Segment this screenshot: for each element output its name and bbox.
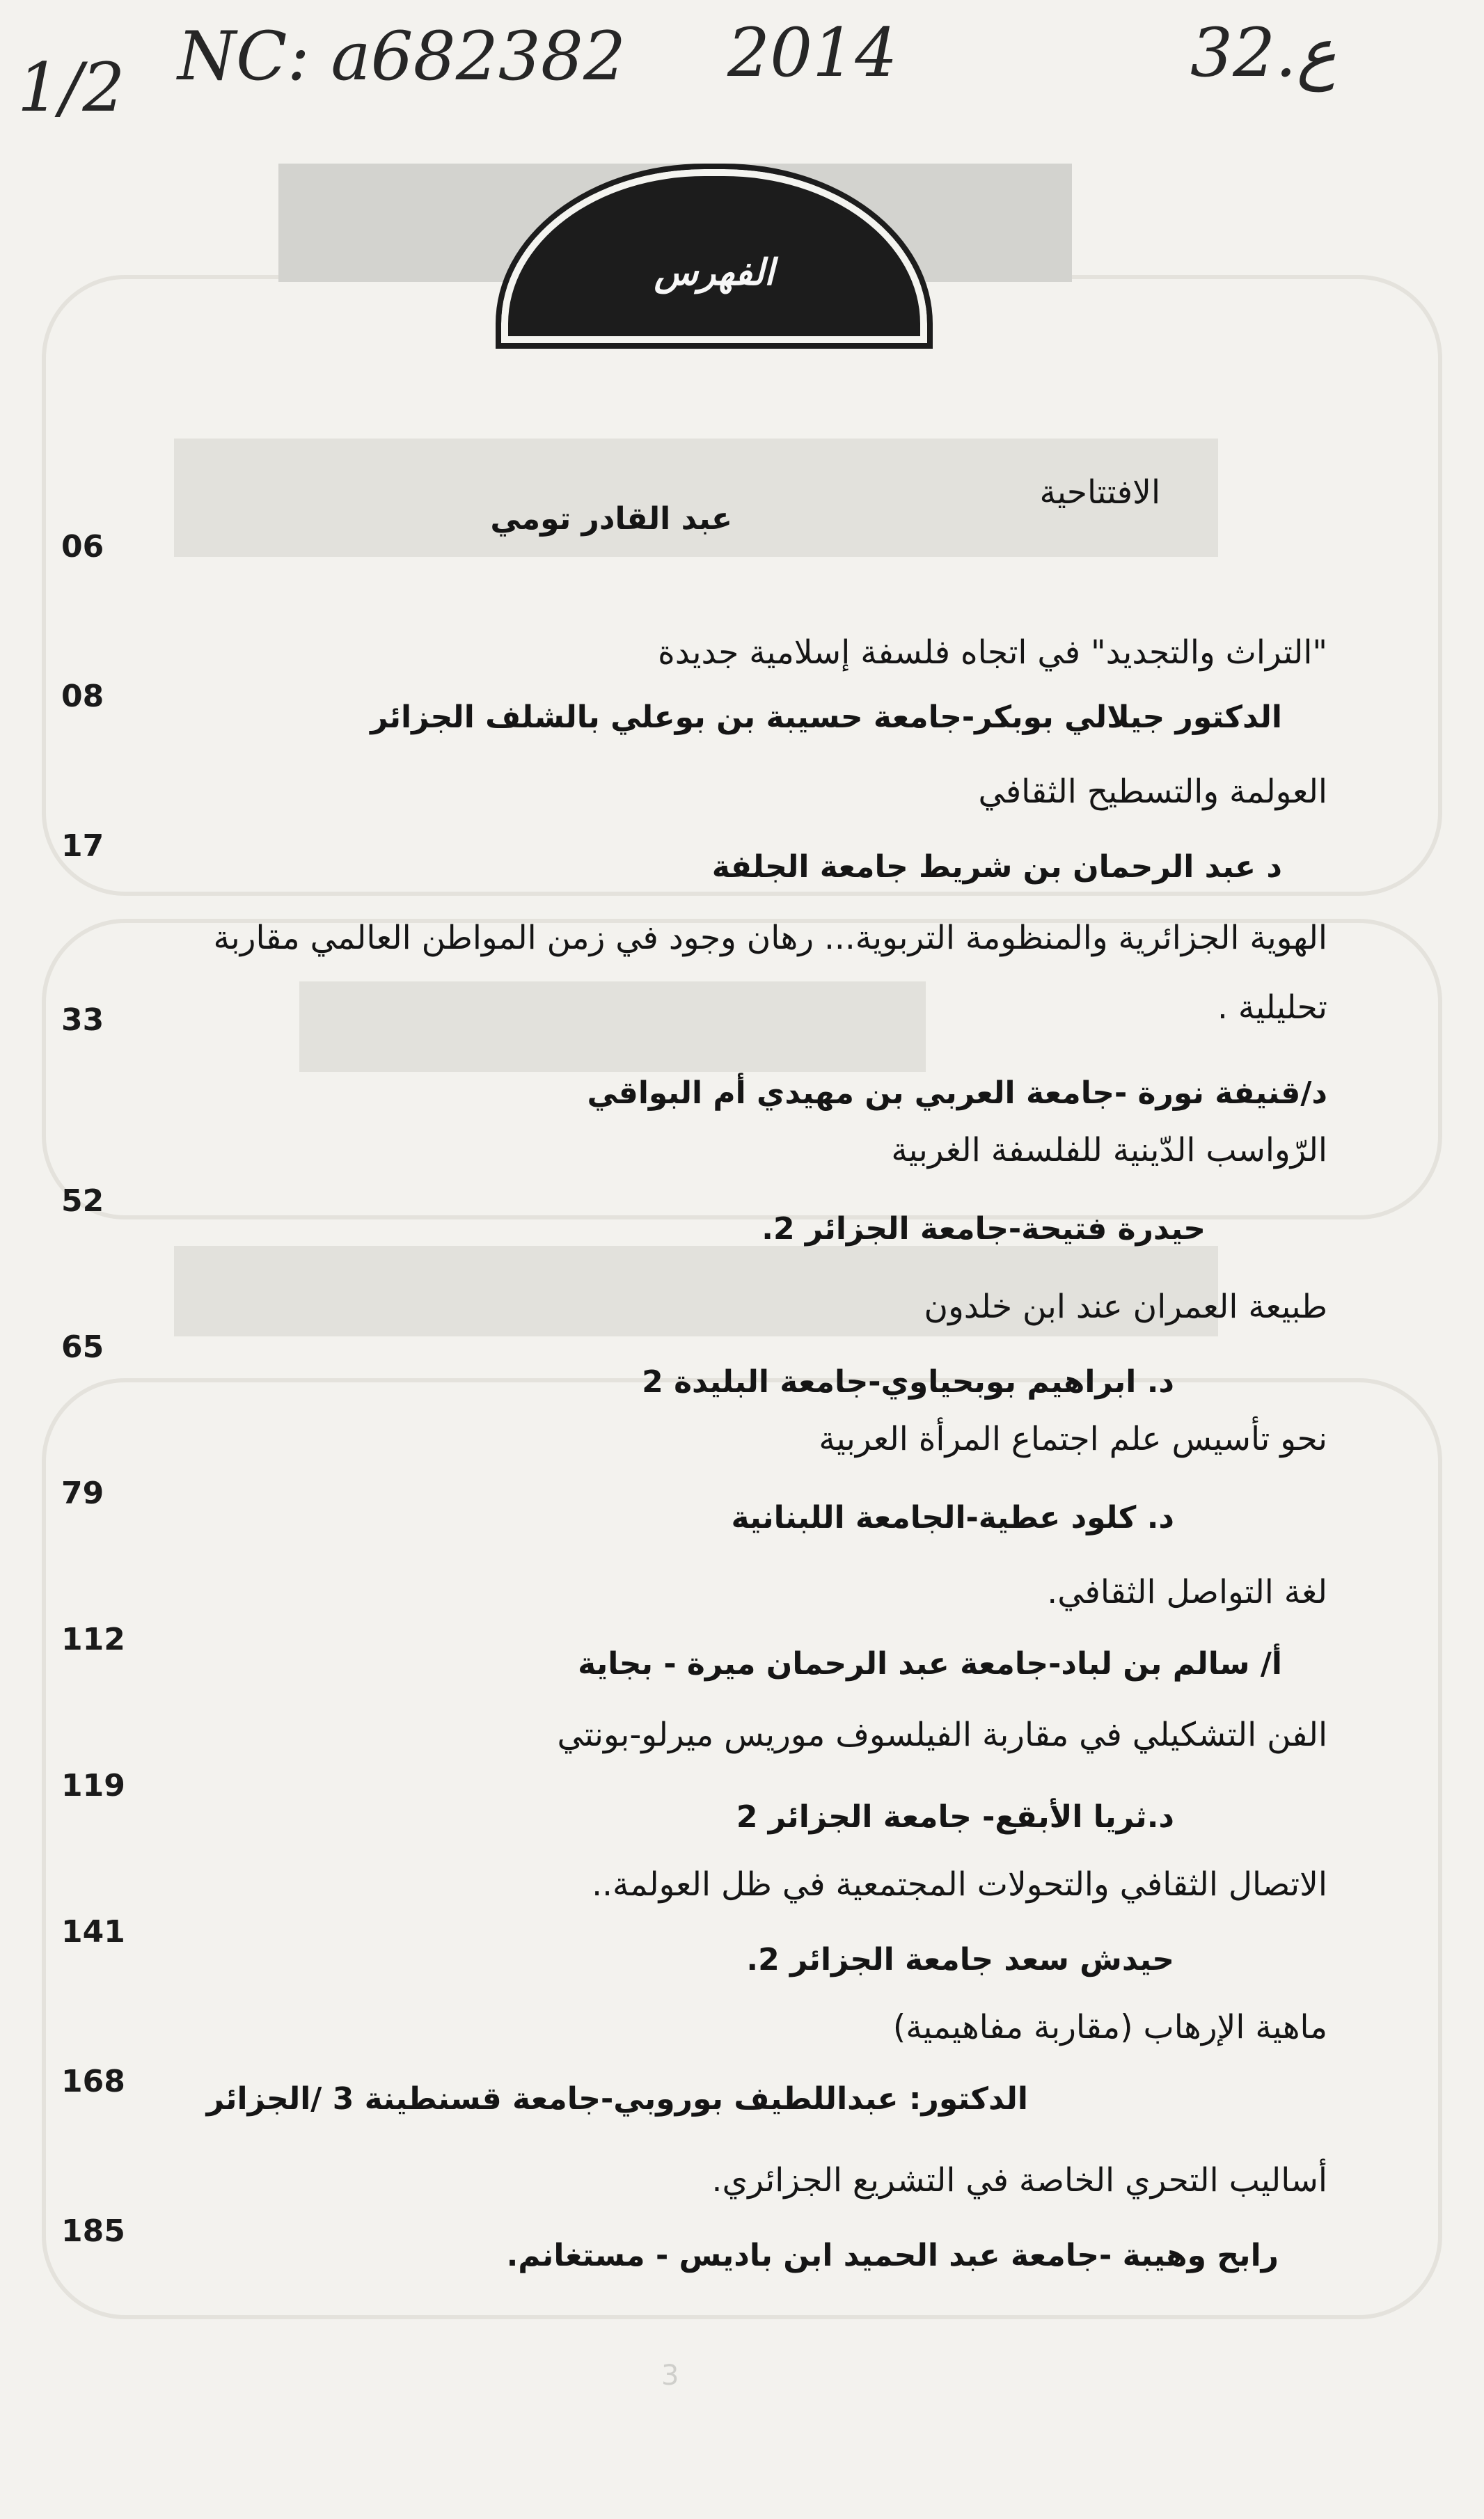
entry-author: حيدش سعد جامعة الجزائر 2. bbox=[746, 1942, 1174, 1977]
entry-page-number: 52 bbox=[61, 1183, 104, 1219]
entry-page-number: 168 bbox=[61, 2064, 125, 2099]
entry-author: د.ثريا الأبقع- جامعة الجزائر 2 bbox=[736, 1799, 1174, 1835]
entry-title: الاتصال الثقافي والتحولات المجتمعية في ظل العولمة.. bbox=[592, 1865, 1327, 1904]
show-through-band-2 bbox=[299, 981, 926, 1072]
handwritten-shelf-code: 32.ع bbox=[1190, 14, 1336, 92]
entry-page-number: 65 bbox=[61, 1329, 104, 1365]
entry-title: الهوية الجزائرية والمنظومة التربوية... رهان وجود في زمن المواطن العالمي مقاربة bbox=[213, 919, 1327, 957]
handwritten-fraction: 1/2 bbox=[17, 49, 125, 127]
entry-page-number: 06 bbox=[61, 529, 104, 564]
entry-page-number: 79 bbox=[61, 1476, 104, 1511]
entry-page-number: 17 bbox=[61, 828, 104, 864]
entry-title: الرّواسب الدّينية للفلسفة الغربية bbox=[891, 1131, 1327, 1169]
entry-author: الدكتور: عبداللطيف بوروبي-جامعة قسنطينة 3 /الجزائر bbox=[206, 2081, 1028, 2117]
handwritten-year: 2014 bbox=[727, 14, 898, 92]
page-title: الفهرس bbox=[654, 251, 775, 294]
entry-title: طبيعة العمران عند ابن خلدون bbox=[924, 1288, 1327, 1326]
entry-page-number: 112 bbox=[61, 1622, 125, 1657]
entry-page-number: 141 bbox=[61, 1914, 125, 1950]
entry-page-number: 08 bbox=[61, 679, 104, 714]
entry-title: العولمة والتسطيح الثقافي bbox=[978, 773, 1327, 811]
entry-author: عبد القادر تومي bbox=[490, 501, 732, 537]
entry-author: رابح وهيبة -جامعة عبد الحميد ابن باديس - مستغانم. bbox=[506, 2238, 1279, 2273]
entry-title: "التراث والتجديد" في اتجاه فلسفة إسلامية جديدة bbox=[658, 633, 1327, 672]
entry-title: ماهية الإرهاب (مقاربة مفاهيمية) bbox=[892, 2008, 1327, 2046]
entry-author: د. ابراهيم بوبحياوي-جامعة البليدة 2 bbox=[642, 1364, 1174, 1400]
entry-author: الدكتور جيلالي بوبكر-جامعة حسيبة بن بوعلي بالشلف الجزائر bbox=[370, 700, 1282, 735]
entry-title-continued: تحليلية . bbox=[1217, 988, 1327, 1027]
page-folio: 3 bbox=[661, 2360, 679, 2392]
entry-author: حيدرة فتيحة-جامعة الجزائر 2. bbox=[761, 1211, 1206, 1247]
entry-author: د/قنيفة نورة -جامعة العربي بن مهيدي أم البواقي bbox=[587, 1075, 1327, 1111]
entry-title: الافتتاحية bbox=[1039, 473, 1160, 512]
entry-page-number: 119 bbox=[61, 1768, 125, 1803]
entry-author: د. كلود عطية-الجامعة اللبنانية bbox=[731, 1500, 1174, 1535]
entry-title: أساليب التحري الخاصة في التشريع الجزائري. bbox=[711, 2161, 1327, 2200]
entry-page-number: 185 bbox=[61, 2213, 125, 2249]
entry-title: الفن التشكيلي في مقاربة الفيلسوف موريس ميرلو-بونتي bbox=[557, 1716, 1327, 1754]
entry-page-number: 33 bbox=[61, 1002, 104, 1038]
entry-author: أ/ سالم بن لباد-جامعة عبد الرحمان ميرة - بجاية bbox=[578, 1646, 1282, 1682]
entry-title: نحو تأسيس علم اجتماع المرأة العربية bbox=[819, 1420, 1327, 1458]
entry-title: لغة التواصل الثقافي. bbox=[1047, 1573, 1327, 1611]
handwritten-call-number: NC: a682382 bbox=[177, 17, 626, 95]
entry-author: د عبد الرحمان بن شريط جامعة الجلفة bbox=[711, 849, 1282, 885]
